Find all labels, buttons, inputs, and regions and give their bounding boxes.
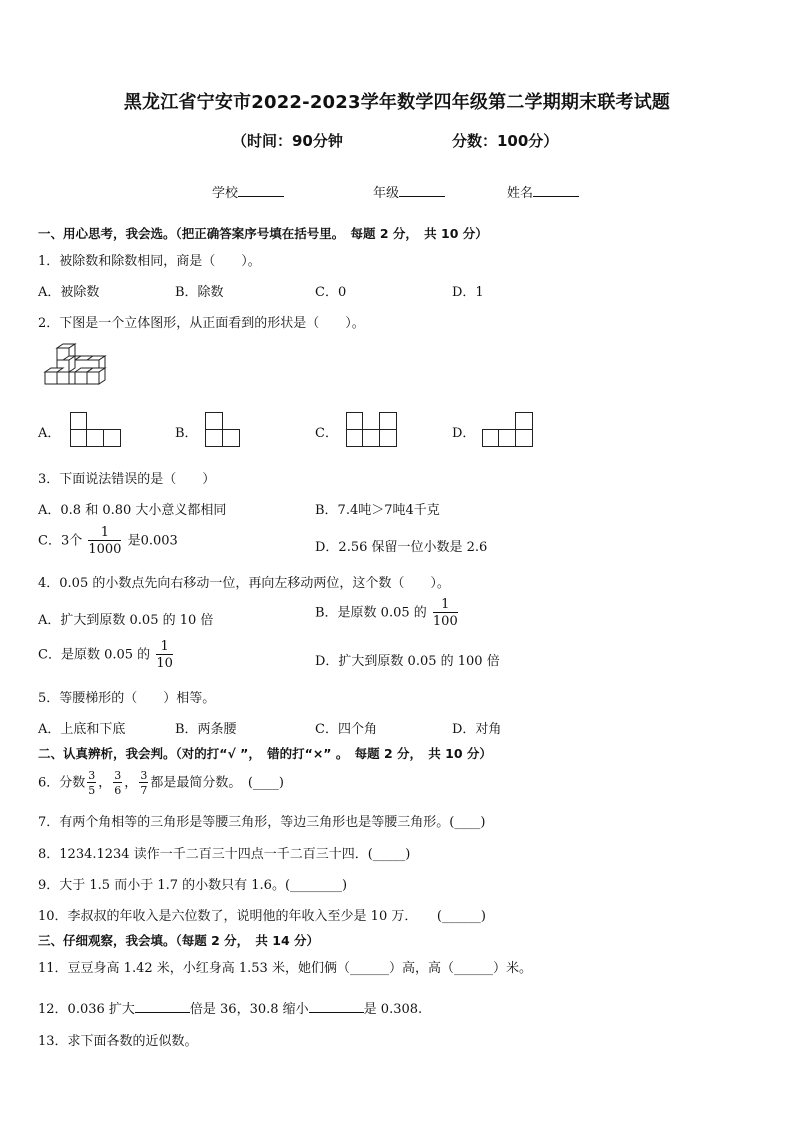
question-3: 3．下面说法错误的是（ ） bbox=[38, 472, 216, 487]
q4-c-prefix: C．是原数 0.05 的 bbox=[38, 647, 151, 663]
question-5: 5．等腰梯形的（ ）相等。 bbox=[38, 691, 216, 706]
q2-option-d[interactable]: D． bbox=[452, 426, 476, 441]
q3-c-prefix: C．3个 bbox=[38, 533, 83, 549]
cube-figure bbox=[42, 343, 110, 391]
name-label: 姓名 bbox=[507, 186, 534, 201]
school-blank[interactable] bbox=[238, 184, 284, 197]
question-9[interactable]: 9．大于 1.5 而小于 1.7 的小数只有 1.6。(________) bbox=[38, 878, 348, 893]
exam-score: 分数：100分） bbox=[452, 132, 559, 150]
fraction-3-6: $\frac{3}{6}$ bbox=[114, 769, 122, 797]
q3-c-suffix: 是0.003 bbox=[127, 533, 178, 549]
q4-option-c[interactable] bbox=[38, 640, 175, 670]
q5-option-b[interactable]: B．两条腰 bbox=[175, 722, 237, 737]
school-label: 学校 bbox=[212, 186, 239, 201]
q5-option-c[interactable]: C．四个角 bbox=[315, 722, 377, 737]
grade-label: 年级 bbox=[373, 186, 400, 201]
name-blank[interactable] bbox=[533, 184, 579, 197]
question-7[interactable]: 7．有两个角相等的三角形是等腰三角形，等边三角形也是等腰三角形。(____) bbox=[38, 815, 486, 830]
q2-shape-d[interactable] bbox=[482, 412, 534, 448]
q12-prefix: 12．0.036 扩大 bbox=[38, 1002, 135, 1017]
q2-option-a[interactable]: A． bbox=[38, 426, 61, 441]
q6-prefix: 6．分数 bbox=[38, 775, 86, 791]
q2-option-b[interactable]: B． bbox=[175, 426, 198, 441]
q4-option-b[interactable] bbox=[315, 598, 460, 628]
q4-b-prefix: B．是原数 0.05 的 bbox=[315, 605, 427, 621]
q2-shape-b[interactable] bbox=[205, 412, 241, 448]
question-12[interactable] bbox=[38, 998, 422, 1017]
name-field[interactable] bbox=[507, 182, 579, 201]
question-1: 1．被除数和除数相同，商是（ ）。 bbox=[38, 254, 261, 269]
grade-blank[interactable] bbox=[399, 184, 445, 197]
q1-option-a[interactable]: A．被除数 bbox=[38, 285, 100, 300]
question-8[interactable]: 8．1234.1234 读作一千二百三十四点一千二百三十四．(_____) bbox=[38, 847, 411, 862]
q6-suffix[interactable]: 都是最简分数。 (____) bbox=[150, 775, 284, 791]
q1-option-c[interactable]: C．0 bbox=[315, 285, 347, 300]
q1-option-d[interactable]: D．1 bbox=[452, 285, 484, 300]
exam-time: （时间：90分钟 bbox=[232, 132, 343, 150]
q4-option-a[interactable]: A．扩大到原数 0.05 的 10 倍 bbox=[38, 613, 214, 628]
question-2: 2．下图是一个立体图形，从正面看到的形状是（ ）。 bbox=[38, 316, 365, 331]
fraction-1-10: $\frac{1}{10}$ bbox=[156, 639, 173, 671]
q3-option-a[interactable]: A．0.8 和 0.80 大小意义都相同 bbox=[38, 503, 227, 518]
question-13: 13．求下面各数的近似数。 bbox=[38, 1034, 198, 1049]
question-11[interactable]: 11．豆豆身高 1.42 米，小红身高 1.53 米，她们俩（______）高，高（______）米。 bbox=[38, 961, 532, 976]
q12-suffix: 是 0.308. bbox=[363, 1002, 423, 1017]
section-1-heading: 一、用心思考，我会选。（把正确答案序号填在括号里。 每题 2 分， 共 10 分） bbox=[38, 226, 488, 241]
q3-option-d[interactable]: D．2.56 保留一位小数是 2.6 bbox=[315, 540, 488, 555]
q5-option-a[interactable]: A．上底和下底 bbox=[38, 722, 126, 737]
question-10[interactable]: 10．李叔叔的年收入是六位数了，说明他的年收入至少是 10 万． (______) bbox=[38, 909, 486, 924]
grade-field[interactable] bbox=[373, 182, 445, 201]
q1-option-b[interactable]: B．除数 bbox=[175, 285, 224, 300]
q3-option-b[interactable]: B．7.4吨＞7吨4千克 bbox=[315, 503, 440, 518]
q12-middle: 倍是 36，30.8 缩小 bbox=[189, 1002, 309, 1017]
q12-blank-1[interactable] bbox=[135, 1000, 190, 1013]
q3-option-c[interactable] bbox=[38, 526, 178, 556]
section-3-heading: 三、仔细观察，我会填。（每题 2 分， 共 14 分） bbox=[38, 933, 320, 948]
q2-option-c[interactable]: C． bbox=[315, 426, 338, 441]
q12-blank-2[interactable] bbox=[309, 1000, 364, 1013]
question-6: 6．分数 $\frac{3}{5}$ ， $\frac{3}{6}$ ， $\frac{3}{7}$ 都是最简分数。 (____) bbox=[38, 769, 284, 797]
q4-option-d[interactable]: D．扩大到原数 0.05 的 100 倍 bbox=[315, 654, 500, 669]
school-field[interactable] bbox=[212, 182, 284, 201]
fraction-1-100: $\frac{1}{100}$ bbox=[432, 597, 458, 629]
page-title: 黑龙江省宁安市2022-2023学年数学四年级第二学期期末联考试题 bbox=[123, 92, 671, 113]
fraction-1-1000: $\frac{1}{1000}$ bbox=[88, 525, 122, 557]
q2-shape-a[interactable] bbox=[70, 412, 122, 448]
fraction-3-7: $\frac{3}{7}$ bbox=[140, 769, 148, 797]
fraction-3-5: $\frac{3}{5}$ bbox=[88, 769, 96, 797]
question-4: 4．0.05 的小数点先向右移动一位，再向左移动两位，这个数（ ）。 bbox=[38, 576, 450, 591]
section-2-heading: 二、认真辨析，我会判。（对的打“√ ”， 错的打“×” 。 每题 2 分， 共 10 分） bbox=[38, 746, 492, 761]
q2-shape-c[interactable] bbox=[346, 412, 398, 448]
q5-option-d[interactable]: D．对角 bbox=[452, 722, 502, 737]
